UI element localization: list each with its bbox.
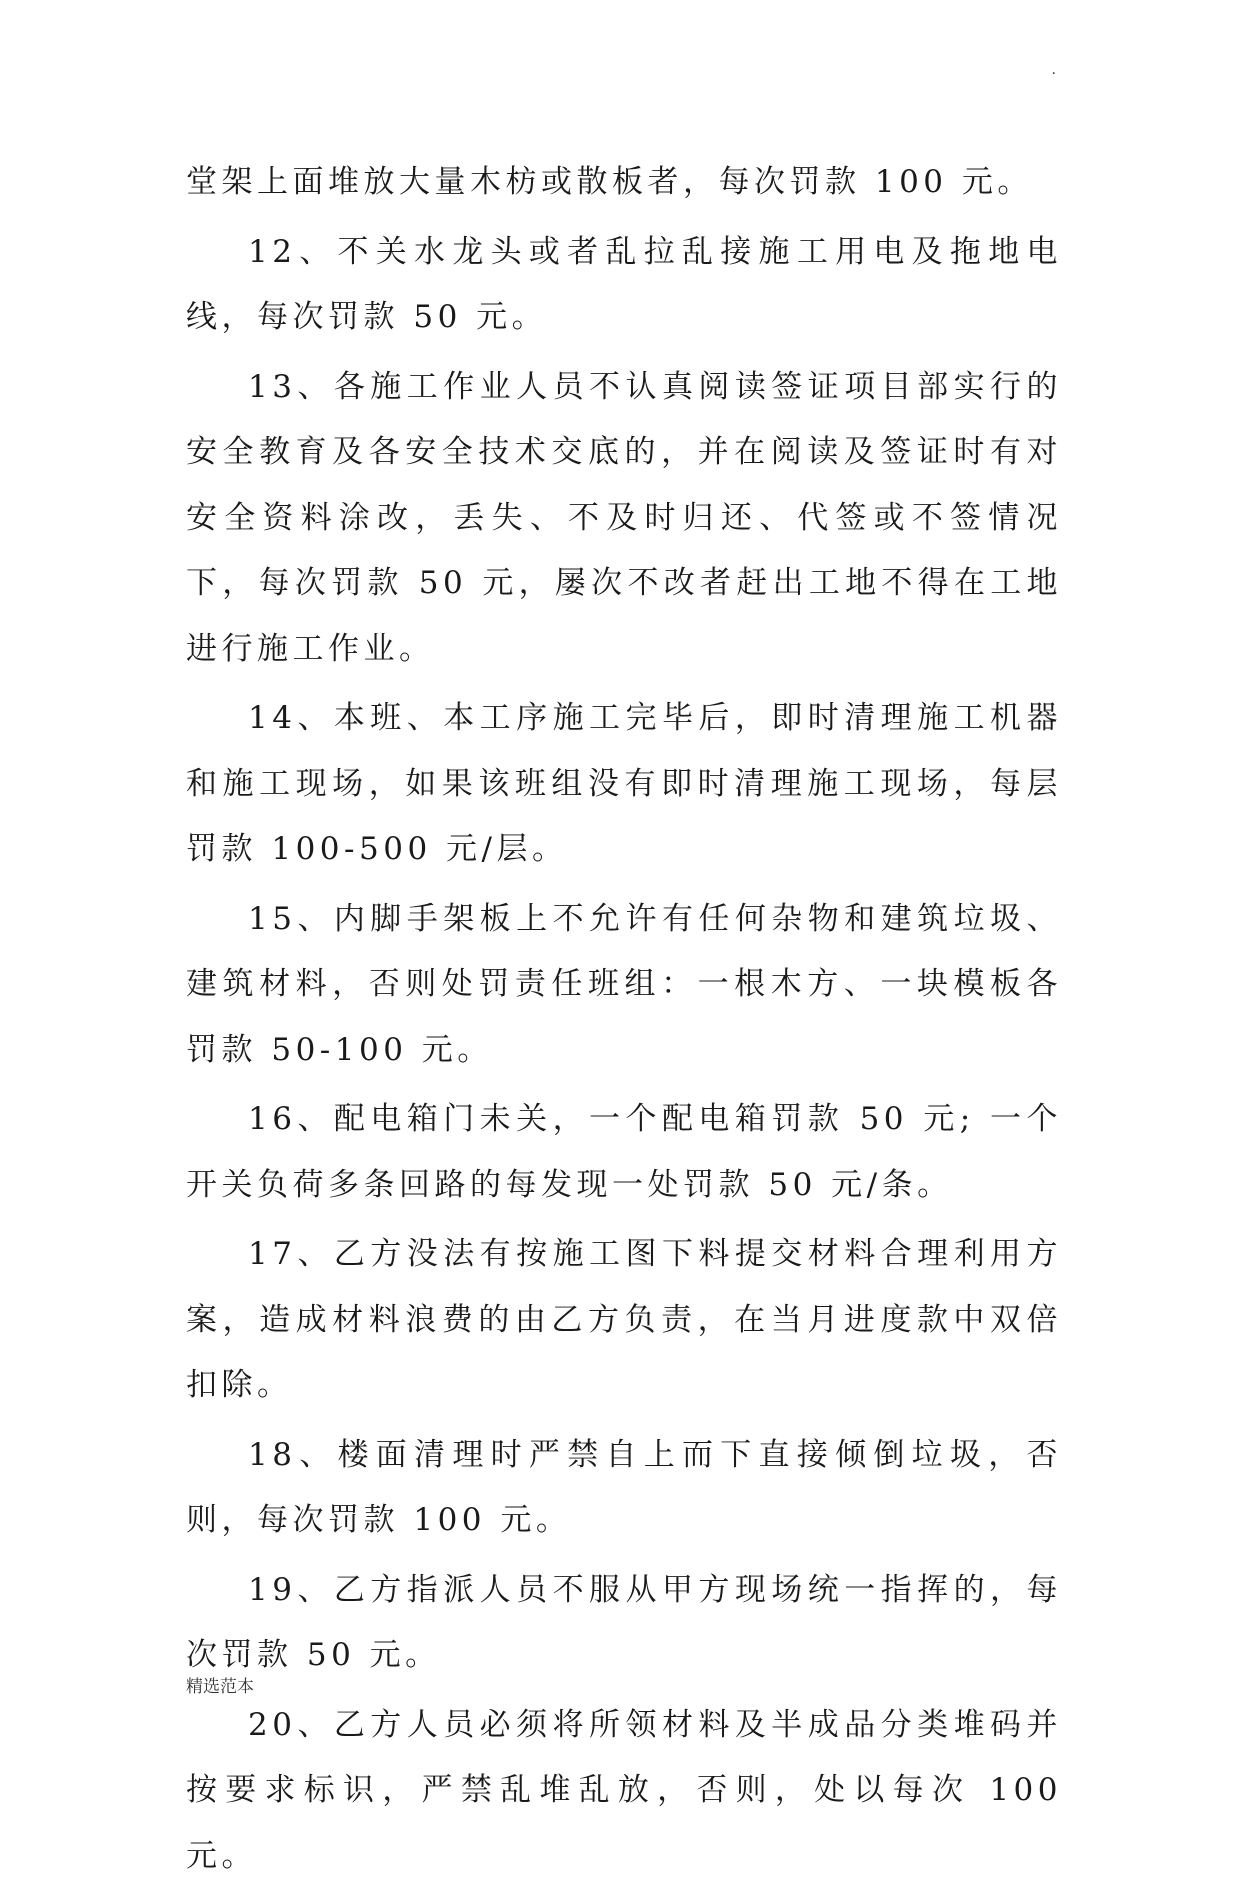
paragraph-item-12: 12、不关水龙头或者乱拉乱接施工用电及拖地电线，每次罚款 50 元。 [186, 233, 1062, 335]
footer-label: 精选范本 [186, 1677, 254, 1697]
paragraph-item-18: 18、楼面清理时严禁自上而下直接倾倒垃圾，否则，每次罚款 100 元。 [186, 1436, 1062, 1538]
document-body [186, 150, 1062, 1893]
paragraph-item-16: 16、配电箱门未关，一个配电箱罚款 50 元; 一个开关负荷多条回路的每发现一处罚款 50 元/条。 [186, 1101, 1062, 1203]
paragraph-continuation: 堂架上面堆放大量木枋或散板者，每次罚款 100 元。 [186, 164, 1033, 200]
paragraph-item-14: 14、本班、本工序施工完毕后，即时清理施工机器和施工现场，如果该班组没有即时清理施工现场，每层罚款 100-500 元/层。 [186, 700, 1062, 867]
paragraph-item-17: 17、乙方没法有按施工图下料提交材料合理利用方案，造成材料浪费的由乙方负责，在当月进度款中双倍扣除。 [186, 1236, 1062, 1403]
paragraph-item-20: 20、乙方人员必须将所领材料及半成品分类堆码并按要求标识，严禁乱堆乱放，否则，处以每次 100 元。 [186, 1706, 1062, 1874]
paragraph-item-13: 13、各施工作业人员不认真阅读签证项目部实行的安全教育及各安全技术交底的，并在阅读及签证时有对安全资料涂改，丢失、不及时归还、代签或不签情况下，每次罚款 50 元，屡次不改者赶出工地不得在工地进行施工作业。 [186, 368, 1062, 667]
paragraph-item-19: 19、乙方指派人员不服从甲方现场统一指挥的，每次罚款 50 元。 [186, 1571, 1062, 1673]
paragraph-item-15: 15、内脚手架板上不允许有任何杂物和建筑垃圾、建筑材料，否则处罚责任班组：一根木方、一块模板各罚款 50-100 元。 [186, 900, 1062, 1068]
corner-mark: . [1051, 62, 1056, 78]
